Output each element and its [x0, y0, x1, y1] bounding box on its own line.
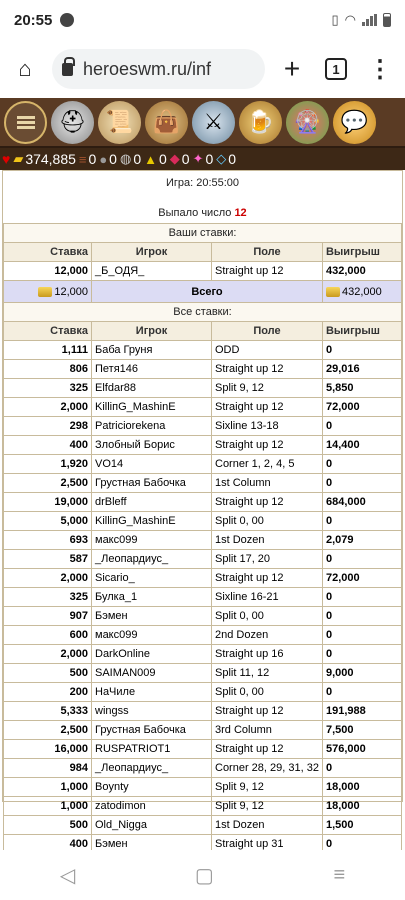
bet-row: [4, 455, 402, 474]
chat-icon[interactable]: 💬: [333, 101, 376, 144]
bet-row: [4, 550, 402, 569]
win-amount: 432,000: [322, 262, 401, 281]
win-amount: 72,000: [322, 398, 401, 417]
bet-amount: 1,920: [4, 455, 92, 474]
bet-amount: 600: [4, 626, 92, 645]
inventory-bag-icon[interactable]: 👜: [145, 101, 188, 144]
bet-field: Corner 1, 2, 4, 5: [212, 455, 323, 474]
gold-icon: ▰: [13, 151, 24, 166]
bet-field: Split 0, 00: [212, 512, 323, 531]
bet-row: [4, 531, 402, 550]
player-name[interactable]: _Леопардиус_: [92, 759, 212, 778]
bet-field: Split 9, 12: [212, 797, 323, 816]
bet-row: [4, 607, 402, 626]
lock-icon: [62, 63, 73, 76]
win-amount: 0: [322, 512, 401, 531]
resources-bar: [0, 148, 405, 170]
mercury-value: 0: [133, 151, 142, 167]
win-amount: 0: [322, 550, 401, 569]
bet-field: Sixline 16-21: [212, 588, 323, 607]
win-amount: 191,988: [322, 702, 401, 721]
bet-amount: 5,000: [4, 512, 92, 531]
health-heart-icon: ♥: [2, 151, 11, 167]
bet-field: Straight up 12: [212, 569, 323, 588]
bet-row: [4, 664, 402, 683]
player-name[interactable]: _Б_ОДЯ_: [92, 262, 212, 281]
bet-row: [4, 379, 402, 398]
bet-field: 3rd Column: [212, 721, 323, 740]
win-amount: 5,850: [322, 379, 401, 398]
bet-row: [4, 816, 402, 835]
bet-amount: 200: [4, 683, 92, 702]
bet-field: Straight up 31: [212, 835, 323, 854]
your-bet-row: [4, 262, 402, 281]
win-amount: 72,000: [322, 569, 401, 588]
bet-amount: 2,000: [4, 645, 92, 664]
player-name[interactable]: Boynty: [92, 778, 212, 797]
main-menu-button[interactable]: [4, 101, 47, 144]
player-name[interactable]: Бэмен: [92, 835, 212, 854]
gems-value: 0: [205, 151, 214, 167]
col-header-win: Выигрыш: [322, 322, 401, 341]
bet-field: 1st Dozen: [212, 816, 323, 835]
url-text: heroeswm.ru/inf: [83, 58, 212, 79]
bet-field: Sixline 13-18: [212, 417, 323, 436]
bet-field: Split 11, 12: [212, 664, 323, 683]
player-name[interactable]: DarkOnline: [92, 645, 212, 664]
player-name[interactable]: Sicario_: [92, 569, 212, 588]
bet-field: 1st Dozen: [212, 531, 323, 550]
bet-field: Straight up 12: [212, 360, 323, 379]
player-name[interactable]: SAIMAN009: [92, 664, 212, 683]
back-icon[interactable]: ◁: [59, 864, 76, 887]
bet-amount: 325: [4, 588, 92, 607]
new-tab-button[interactable]: +: [283, 53, 301, 84]
col-header-player: Игрок: [92, 243, 212, 262]
win-amount: 0: [322, 683, 401, 702]
roulette-game-panel: [2, 170, 403, 850]
win-amount: 18,000: [322, 797, 401, 816]
bet-amount: 806: [4, 360, 92, 379]
bet-amount: 907: [4, 607, 92, 626]
bet-amount: 2,500: [4, 474, 92, 493]
home-icon[interactable]: ⌂: [18, 56, 32, 81]
player-name[interactable]: Грустная Бабочка: [92, 721, 212, 740]
total-bet: 12,000: [54, 285, 88, 298]
mercury-icon: ◍: [119, 151, 132, 166]
bet-amount: 5,333: [4, 702, 92, 721]
bet-field: Straight up 12: [212, 493, 323, 512]
tavern-mug-icon[interactable]: 🍺: [239, 101, 282, 144]
signal-icon: [362, 14, 377, 26]
win-amount: 684,000: [322, 493, 401, 512]
player-name[interactable]: zatodimon: [92, 797, 212, 816]
bet-field: Straight up 12: [212, 398, 323, 417]
bet-field: Split 0, 00: [212, 607, 323, 626]
col-header-bet: Ставка: [4, 243, 92, 262]
wifi-icon: ◠: [344, 12, 356, 27]
player-name[interactable]: Петя146: [92, 360, 212, 379]
win-amount: 29,016: [322, 360, 401, 379]
result-line: [3, 193, 402, 223]
bet-field: Straight up 12: [212, 740, 323, 759]
bet-amount: 2,000: [4, 398, 92, 417]
status-time: 20:55: [14, 11, 53, 29]
win-amount: 9,000: [322, 664, 401, 683]
roulette-icon[interactable]: 🎡: [286, 101, 329, 144]
bet-row: [4, 474, 402, 493]
total-row: [4, 281, 402, 303]
bet-row: [4, 759, 402, 778]
wood-icon: ≡: [78, 151, 87, 167]
bet-row: [4, 778, 402, 797]
player-name[interactable]: RUSPATRIOT1: [92, 740, 212, 759]
battle-swords-icon[interactable]: ⚔: [192, 101, 235, 144]
bets-table: [3, 223, 402, 854]
bet-field: Split 9, 12: [212, 379, 323, 398]
win-amount: 0: [322, 474, 401, 493]
player-name[interactable]: Булка_1: [92, 588, 212, 607]
bet-amount: 400: [4, 436, 92, 455]
bet-amount: 400: [4, 835, 92, 854]
win-amount: 7,500: [322, 721, 401, 740]
bet-field: Straight up 16: [212, 645, 323, 664]
game-title: Игра: 20:55:00: [165, 177, 240, 189]
all-bets-header: Все ставки:: [4, 303, 402, 322]
win-amount: 0: [322, 341, 401, 360]
player-name[interactable]: Бэмен: [92, 607, 212, 626]
bet-field: Straight up 12: [212, 262, 323, 281]
bet-amount: 500: [4, 816, 92, 835]
bet-amount: 325: [4, 379, 92, 398]
bet-row: [4, 493, 402, 512]
bet-field: Straight up 12: [212, 436, 323, 455]
bet-row: [4, 645, 402, 664]
col-header-bet: Ставка: [4, 322, 92, 341]
win-amount: 0: [322, 759, 401, 778]
bet-field: 1st Column: [212, 474, 323, 493]
col-header-field: Поле: [212, 322, 323, 341]
bet-row: [4, 683, 402, 702]
crystal-value: 0: [181, 151, 190, 167]
bet-field: Straight up 12: [212, 702, 323, 721]
bet-row: [4, 436, 402, 455]
col-header-win: Выигрыш: [322, 243, 401, 262]
win-amount: 0: [322, 455, 401, 474]
bet-row: [4, 721, 402, 740]
android-nav-bar: [0, 850, 405, 900]
url-field[interactable]: [52, 49, 265, 89]
player-name[interactable]: Злобный Борис: [92, 436, 212, 455]
bet-amount: 2,500: [4, 721, 92, 740]
win-amount: 18,000: [322, 778, 401, 797]
bet-amount: 1,000: [4, 778, 92, 797]
player-name[interactable]: Elfdar88: [92, 379, 212, 398]
player-name[interactable]: Patriciorekena: [92, 417, 212, 436]
win-amount: 0: [322, 835, 401, 854]
bet-field: 2nd Dozen: [212, 626, 323, 645]
total-label: Всего: [92, 281, 323, 303]
win-amount: 0: [322, 626, 401, 645]
status-bar: [0, 0, 405, 40]
tab-switcher-button[interactable]: [319, 52, 353, 86]
bet-amount: 984: [4, 759, 92, 778]
recents-icon[interactable]: ≡: [333, 863, 346, 886]
gold-coin-icon: [38, 287, 52, 297]
sulfur-icon: ▲: [144, 151, 157, 167]
player-name[interactable]: drBleff: [92, 493, 212, 512]
gold-value: 374,885: [25, 151, 76, 167]
game-nav-bar: [0, 98, 405, 148]
player-name[interactable]: макс099: [92, 626, 212, 645]
diamond-icon: ◇: [216, 151, 227, 166]
ore-value: 0: [109, 151, 117, 167]
browser-menu-button[interactable]: ⋮: [368, 55, 392, 83]
hero-helmet-icon[interactable]: ⛑: [51, 101, 94, 144]
bet-row: [4, 512, 402, 531]
gold-coin-icon: [326, 287, 340, 297]
win-amount: 576,000: [322, 740, 401, 759]
bet-row: [4, 569, 402, 588]
player-name[interactable]: _Леопардиус_: [92, 550, 212, 569]
total-win: 432,000: [341, 285, 382, 298]
bet-field: Split 17, 20: [212, 550, 323, 569]
map-scroll-icon[interactable]: 📜: [98, 101, 141, 144]
wood-value: 0: [88, 151, 97, 167]
win-amount: 0: [322, 588, 401, 607]
player-name[interactable]: Грустная Бабочка: [92, 474, 212, 493]
win-amount: 2,079: [322, 531, 401, 550]
diamond-value: 0: [228, 151, 237, 167]
bet-amount: 587: [4, 550, 92, 569]
bet-amount: 500: [4, 664, 92, 683]
bet-amount: 12,000: [4, 262, 92, 281]
ore-icon: ●: [99, 151, 108, 167]
bet-field: Corner 28, 29, 31, 32: [212, 759, 323, 778]
col-header-field: Поле: [212, 243, 323, 262]
tab-count: 1: [325, 58, 347, 80]
player-name[interactable]: НаЧиле: [92, 683, 212, 702]
bet-field: Split 0, 00: [212, 683, 323, 702]
bet-amount: 16,000: [4, 740, 92, 759]
bet-field: ODD: [212, 341, 323, 360]
bet-amount: 1,111: [4, 341, 92, 360]
player-name[interactable]: макс099: [92, 531, 212, 550]
win-amount: 0: [322, 417, 401, 436]
vibrate-icon: ▯: [331, 12, 339, 27]
win-amount: 0: [322, 645, 401, 664]
bet-amount: 1,000: [4, 797, 92, 816]
bet-row: [4, 398, 402, 417]
bet-amount: 693: [4, 531, 92, 550]
home-nav-icon[interactable]: ▢: [194, 864, 214, 887]
battery-icon: [383, 13, 391, 27]
player-name[interactable]: VO14: [92, 455, 212, 474]
result-label: Выпало число: [158, 207, 232, 219]
win-amount: 1,500: [322, 816, 401, 835]
bet-row: [4, 702, 402, 721]
player-name[interactable]: Old_Nigga: [92, 816, 212, 835]
win-amount: 0: [322, 607, 401, 626]
player-name[interactable]: Баба Груня: [92, 341, 212, 360]
sulfur-value: 0: [158, 151, 167, 167]
bet-row: [4, 360, 402, 379]
player-name[interactable]: wingss: [92, 702, 212, 721]
bet-row: [4, 417, 402, 436]
result-number: 12: [234, 207, 247, 219]
player-name[interactable]: KilliпG_MashinE: [92, 512, 212, 531]
bet-row: [4, 341, 402, 360]
bet-amount: 2,000: [4, 569, 92, 588]
browser-toolbar: [0, 40, 405, 98]
bet-amount: 19,000: [4, 493, 92, 512]
bet-row: [4, 740, 402, 759]
bet-amount: 298: [4, 417, 92, 436]
win-amount: 14,400: [322, 436, 401, 455]
bet-row: [4, 626, 402, 645]
bet-field: Split 9, 12: [212, 778, 323, 797]
gems-icon: ✦: [192, 151, 204, 166]
crystal-icon: ◆: [169, 151, 180, 166]
bet-row: [4, 588, 402, 607]
your-bets-header: Ваши ставки:: [4, 224, 402, 243]
col-header-player: Игрок: [92, 322, 212, 341]
bet-row: [4, 797, 402, 816]
navigation-indicator-icon: [60, 13, 74, 27]
player-name[interactable]: KilliпG_MashinE: [92, 398, 212, 417]
